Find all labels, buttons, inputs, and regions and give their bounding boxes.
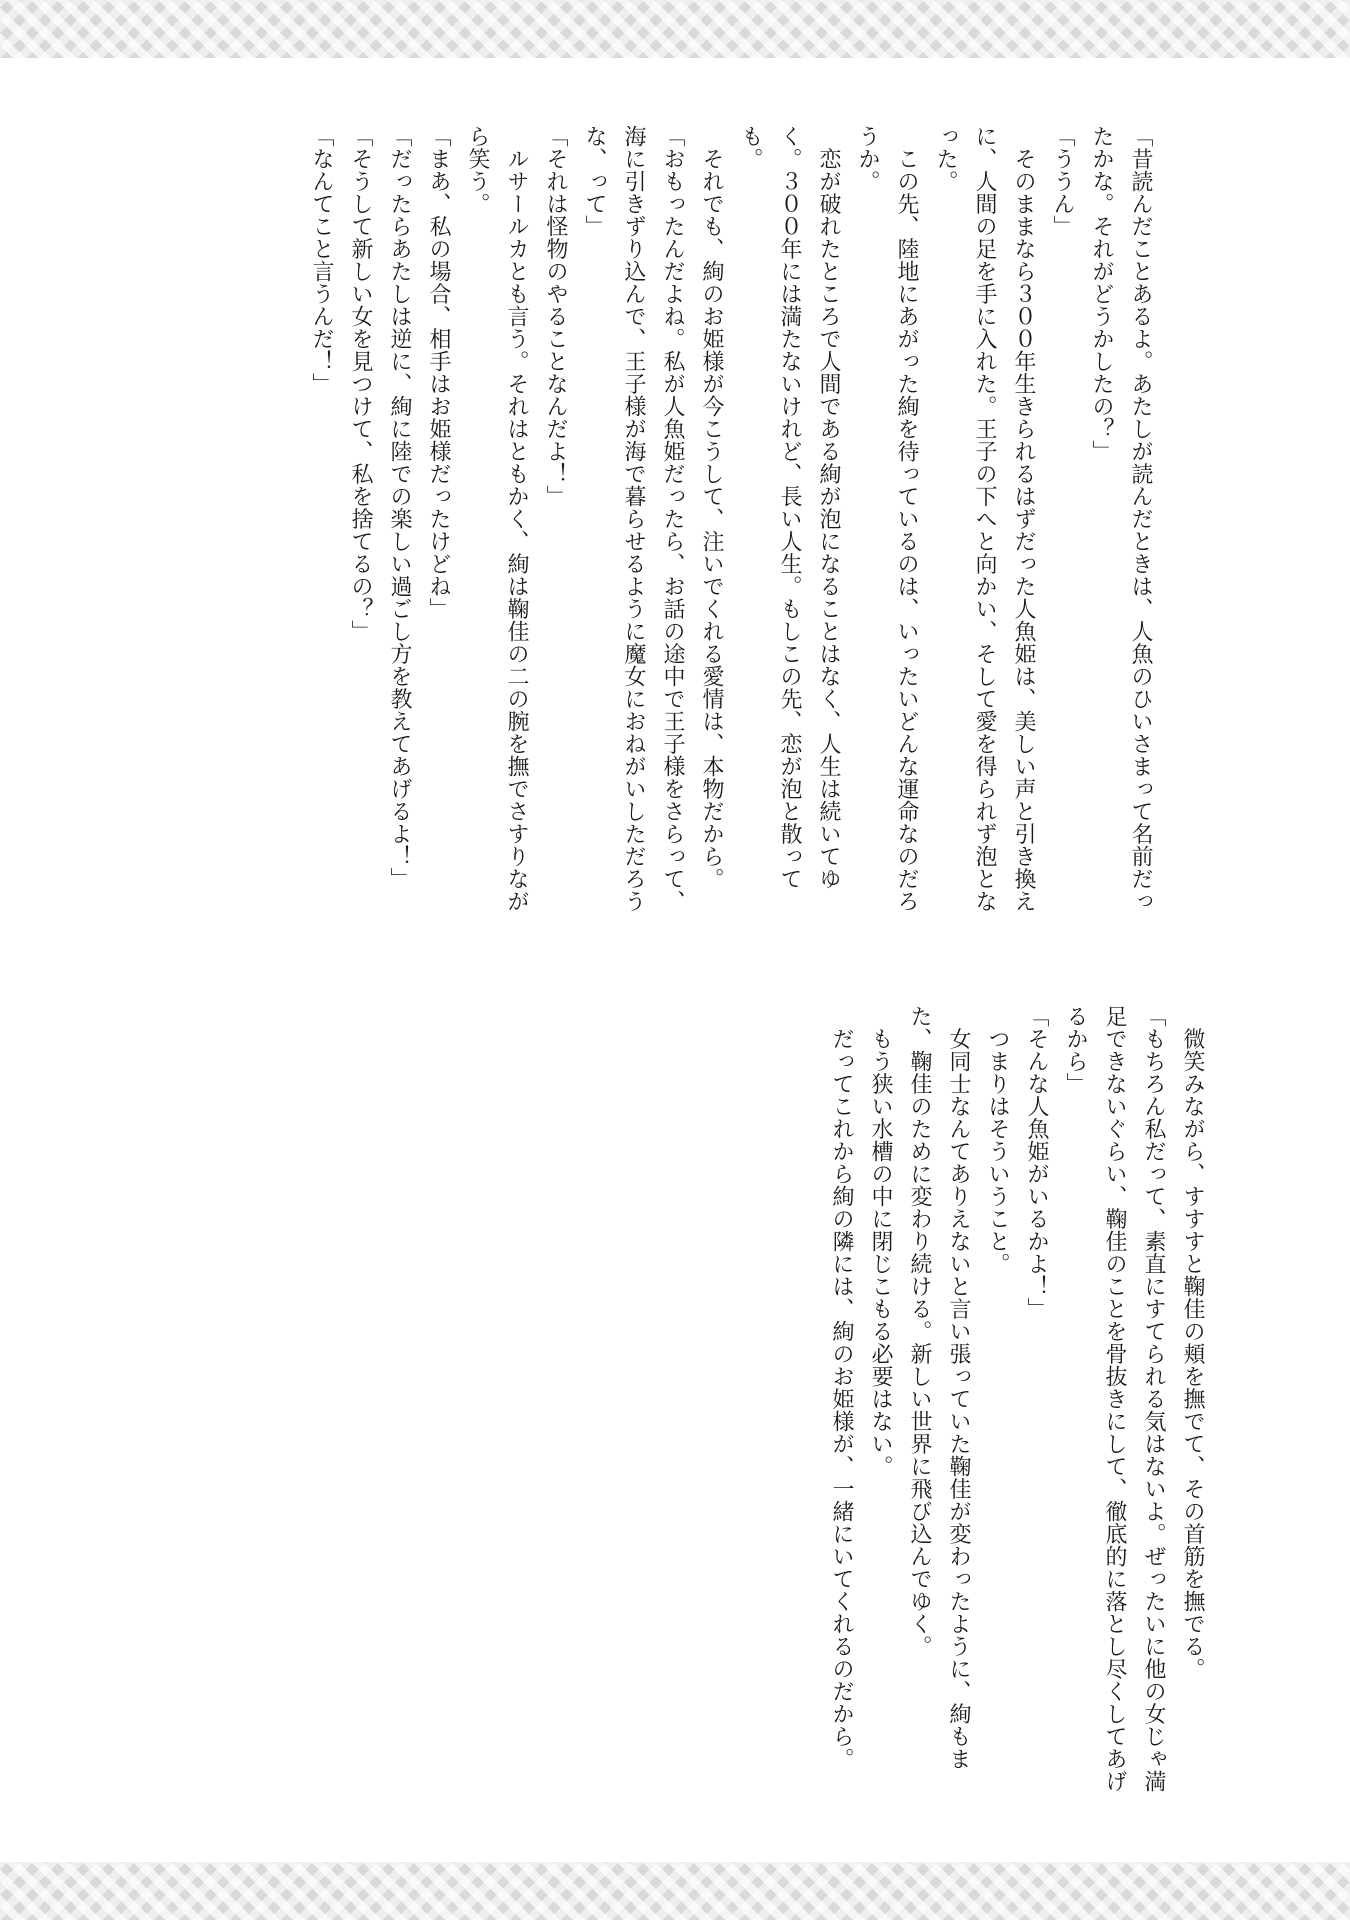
paragraph: 「昔読んだことあるよ。あたしが読んだときは、人魚のひいさまって名前だったかな。それがどうかしたの？」 bbox=[1089, 125, 1153, 913]
paragraph: もう狭い水槽の中に閉じこもる必要はない。 bbox=[868, 1005, 893, 1478]
paragraph: 「もちろん私だって、素直にすてられる気はないよ。ぜったいに他の女じゃ満足できないぐらい、鞠佳のことを骨抜きにして、徹底的に落とし尽くしてあげるから」 bbox=[1063, 1005, 1166, 1793]
paragraph: 恋が破れたところで人間である絢が泡になることはなく、人生は続いてゆく。３００年には満たないけれど、長い人生。もしこの先、恋が泡と散っても。 bbox=[738, 125, 841, 890]
decorative-bottom-band bbox=[0, 1862, 1350, 1920]
paragraph: 微笑みながら、すすすと鞠佳の頬を撫でて、その首筋を撫でる。 bbox=[1180, 1005, 1205, 1680]
paragraph: 「そうして新しい女を見つけて、私を捨てるの？」 bbox=[348, 125, 373, 643]
text-block-upper bbox=[302, 125, 1160, 930]
paragraph: 女同士なんてありえないと言い張っていた鞠佳が変わったように、絢もまた、鞠佳のために変わり続ける。新しい世界に飛び込んでゆく。 bbox=[907, 1005, 971, 1770]
paragraph: この先、陸地にあがった絢を待っているのは、いったいどんな運命なのだろうか。 bbox=[855, 125, 919, 913]
paragraph: 「なんてこと言うんだ！」 bbox=[309, 125, 334, 395]
decorative-top-band bbox=[0, 0, 1350, 58]
paragraph: 「おもったんだよね。私が人魚姫だったら、お話の途中で王子様をさらって、海に引きずり込んで、王子様が海で暮らせるように魔女におねがいしただろうな、って」 bbox=[582, 125, 685, 913]
paragraph: 「そんな人魚姫がいるかよ！」 bbox=[1024, 1005, 1049, 1320]
paragraph: 「だったらあたしは逆に、絢に陸での楽しい過ごし方を教えてあげるよ！」 bbox=[387, 125, 412, 890]
paragraph: 「それは怪物のやることなんだよ！」 bbox=[543, 125, 568, 508]
paragraph: ルサールカとも言う。それはともかく、絢は鞠佳の二の腕を撫でさすりながら笑う。 bbox=[465, 125, 529, 913]
paragraph: つまりはそういうこと。 bbox=[985, 1005, 1010, 1275]
paragraph: だってこれから絢の隣には、絢のお姫様が、一緒にいてくれるのだから。 bbox=[829, 1005, 854, 1770]
paragraph: そのままなら３００年生きられるはずだった人魚姫は、美しい声と引き換えに、人間の足を手に入れた。王子の下へと向かい、そして愛を得られず泡となった。 bbox=[933, 125, 1036, 913]
paragraph: 「ううん」 bbox=[1050, 125, 1075, 238]
paragraph: 「まあ、私の場合、相手はお姫様だったけどね」 bbox=[426, 125, 451, 620]
text-block-lower bbox=[822, 1005, 1212, 1795]
paragraph: それでも、絢のお姫様が今こうして、注いでくれる愛情は、本物だから。 bbox=[699, 125, 724, 890]
